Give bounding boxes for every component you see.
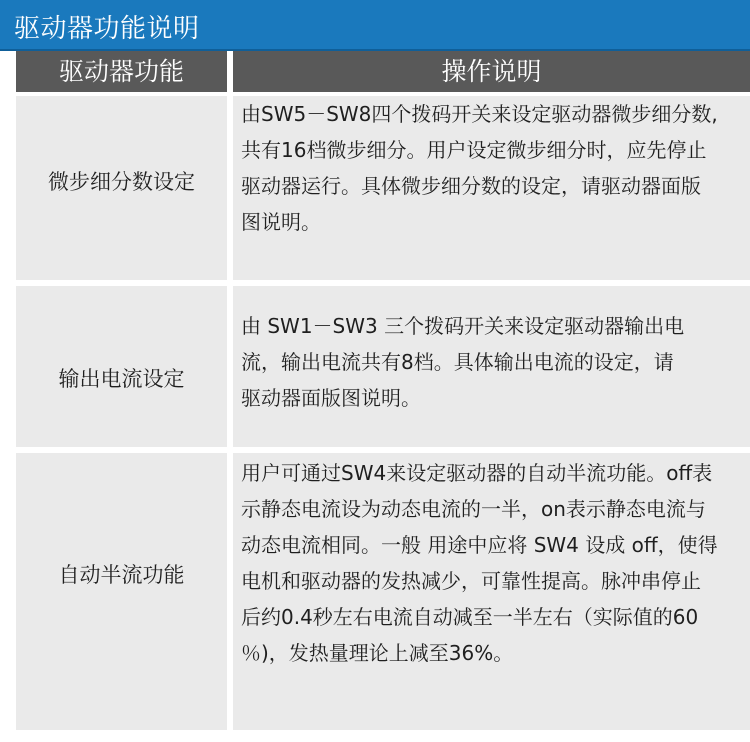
- description-text: [241, 455, 746, 671]
- header-cell-description: [233, 51, 750, 92]
- title-bar: [0, 0, 750, 51]
- description-line: 驱动器面版图说明。: [241, 386, 421, 410]
- page-title: 驱动器功能说明: [14, 14, 200, 44]
- table-header: [0, 51, 750, 92]
- header-cell-function: [16, 51, 227, 92]
- description-cell: [233, 286, 750, 447]
- description-line: 流，输出电流共有8档。具体输出电流的设定，请: [241, 350, 674, 374]
- function-label: 自动半流功能: [58, 563, 185, 587]
- description-line: ％)，发热量理论上减至36%。: [241, 641, 514, 665]
- description-text: [241, 96, 746, 240]
- description-line: 图说明。: [241, 210, 321, 234]
- description-line: 共有16档微步细分。用户设定微步细分时，应先停止: [241, 138, 707, 162]
- description-line: 驱动器运行。具体微步细分数的设定，请驱动器面版: [241, 174, 701, 198]
- table-row-microstep: [16, 96, 750, 280]
- function-label: 输出电流设定: [58, 367, 185, 391]
- header-description-label: 操作说明: [441, 57, 542, 86]
- description-line: 由SW5－SW8四个拨码开关来设定驱动器微步细分数,: [241, 102, 718, 126]
- description-cell: [233, 96, 750, 280]
- function-cell: [16, 453, 227, 730]
- description-line: 用户可通过SW4来设定驱动器的自动半流功能。off表: [241, 461, 713, 485]
- description-line: 示静态电流设为动态电流的一半，on表示静态电流与: [241, 497, 706, 521]
- description-text: [241, 308, 746, 416]
- function-cell: [16, 96, 227, 280]
- description-line: 动态电流相同。一般 用途中应将 SW4 设成 off，使得: [241, 533, 718, 557]
- header-function-label: 驱动器功能: [58, 57, 184, 86]
- description-line: 后约0.4秒左右电流自动减至一半左右（实际值的60: [241, 605, 699, 629]
- function-label: 微步细分数设定: [48, 170, 195, 194]
- table-row-output-current: [16, 286, 750, 447]
- function-cell: [16, 286, 227, 447]
- description-line: 电机和驱动器的发热减少，可靠性提高。脉冲串停止: [241, 569, 701, 593]
- description-line: 由 SW1－SW3 三个拨码开关来设定驱动器输出电: [241, 314, 685, 338]
- description-cell: [233, 453, 750, 730]
- table-row-auto-half-current: [16, 453, 750, 730]
